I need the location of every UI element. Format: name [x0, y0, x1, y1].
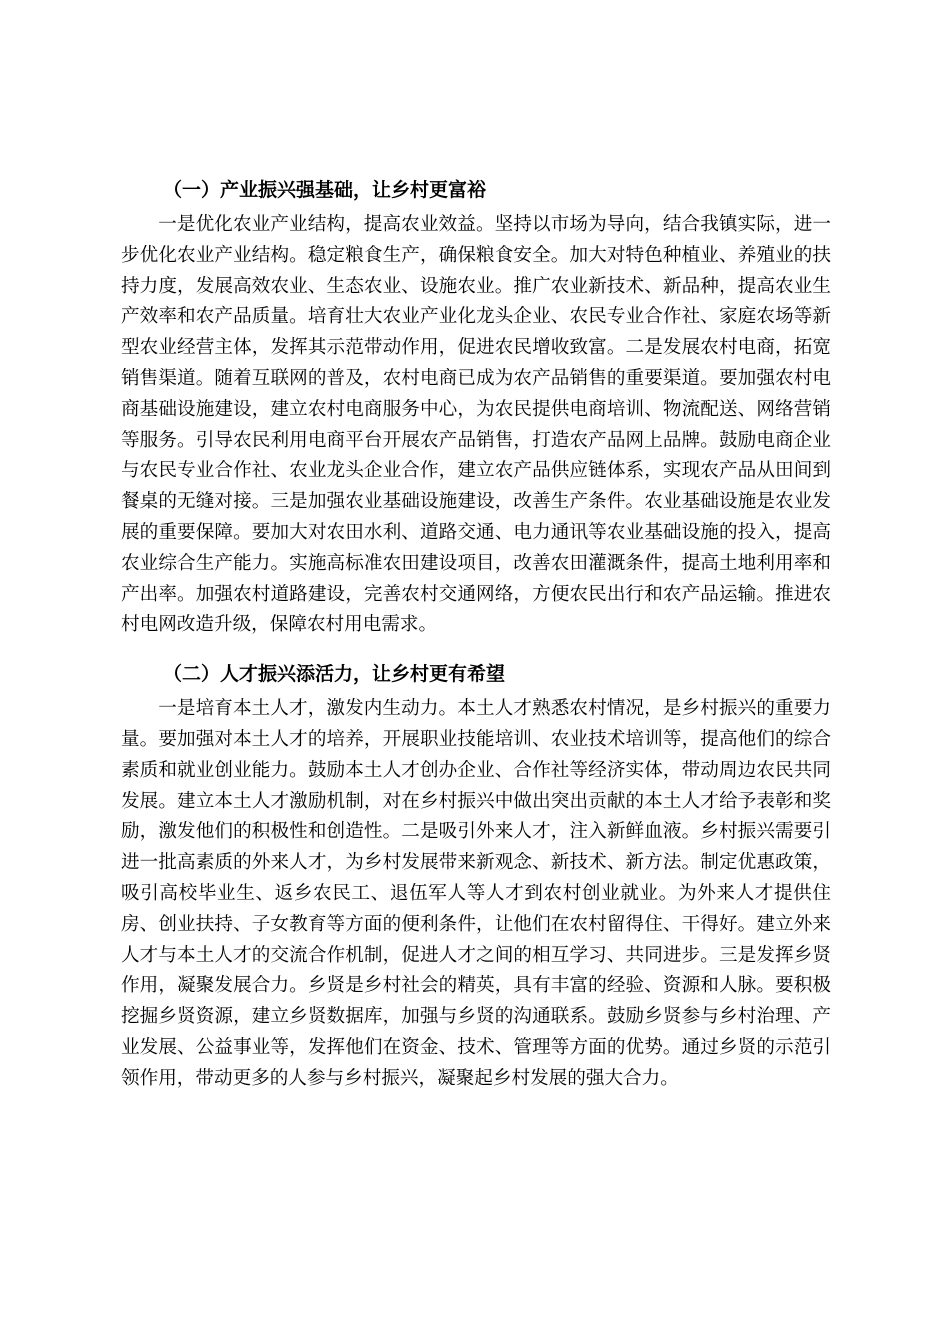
section-2-body: 一是培育本土人才，激发内生动力。本土人才熟悉农村情况，是乡村振兴的重要力量。要加强对本土人才的培养，开展职业技能培训、农业技术培训等，提高他们的综合素质和就业创业能力。鼓励本土人才创办企业、合作社等经济实体，带动周边农民共同发展。建立本土人才激励机制，对在乡村振兴中做出突出贡献的本土人才给予表彰和奖励，激发他们的积极性和创造性。二是吸引外来人才，注入新鲜血液。乡村振兴需要引进一批高素质的外来人才，为乡村发展带来新观念、新技术、新方法。制定优惠政策，吸引高校毕业生、返乡农民工、退伍军人等人才到农村创业就业。为外来人才提供住房、创业扶持、子女教育等方面的便利条件，让他们在农村留得住、干得好。建立外来人才与本土人才的交流合作机制，促进人才之间的相互学习、共同进步。三是发挥乡贤作用，凝聚发展合力。乡贤是乡村社会的精英，具有丰富的经验、资源和人脉。要积极挖掘乡贤资源，建立乡贤数据库，加强与乡贤的沟通联系。鼓励乡贤参与乡村治理、产业发展、公益事业等，发挥他们在资金、技术、管理等方面的优势。通过乡贤的示范引领作用，带动更多的人参与乡村振兴，凝聚起乡村发展的强大合力。: [121, 698, 831, 1089]
section-1-heading: （一）产业振兴强基础，让乡村更富裕: [163, 179, 487, 201]
section-1-body: 一是优化农业产业结构，提高农业效益。坚持以市场为导向，结合我镇实际，进一步优化农业产业结构。稳定粮食生产，确保粮食安全。加大对特色种植业、养殖业的扶持力度，发展高效农业、生态农业、设施农业。推广农业新技术、新品种，提高农业生产效率和农产品质量。培育壮大农业产业化龙头企业、农民专业合作社、家庭农场等新型农业经营主体，发挥其示范带动作用，促进农民增收致富。二是发展农村电商，拓宽销售渠道。随着互联网的普及，农村电商已成为农产品销售的重要渠道。要加强农村电商基础设施建设，建立农村电商服务中心，为农民提供电商培训、物流配送、网络营销等服务。引导农民利用电商平台开展农产品销售，打造农产品网上品牌。鼓励电商企业与农民专业合作社、农业龙头企业合作，建立农产品供应链体系，实现农产品从田间到餐桌的无缝对接。三是加强农业基础设施建设，改善生产条件。农业基础设施是农业发展的重要保障。要加大对农田水利、道路交通、电力通讯等农业基础设施的投入，提高农业综合生产能力。实施高标准农田建设项目，改善农田灌溉条件，提高土地利用率和产出率。加强农村道路建设，完善农村交通网络，方便农民出行和农产品运输。推进农村电网改造升级，保障农村用电需求。: [121, 214, 831, 636]
section-2-heading: （二）人才振兴添活力，让乡村更有希望: [163, 663, 506, 686]
document-content: [121, 170, 831, 1095]
